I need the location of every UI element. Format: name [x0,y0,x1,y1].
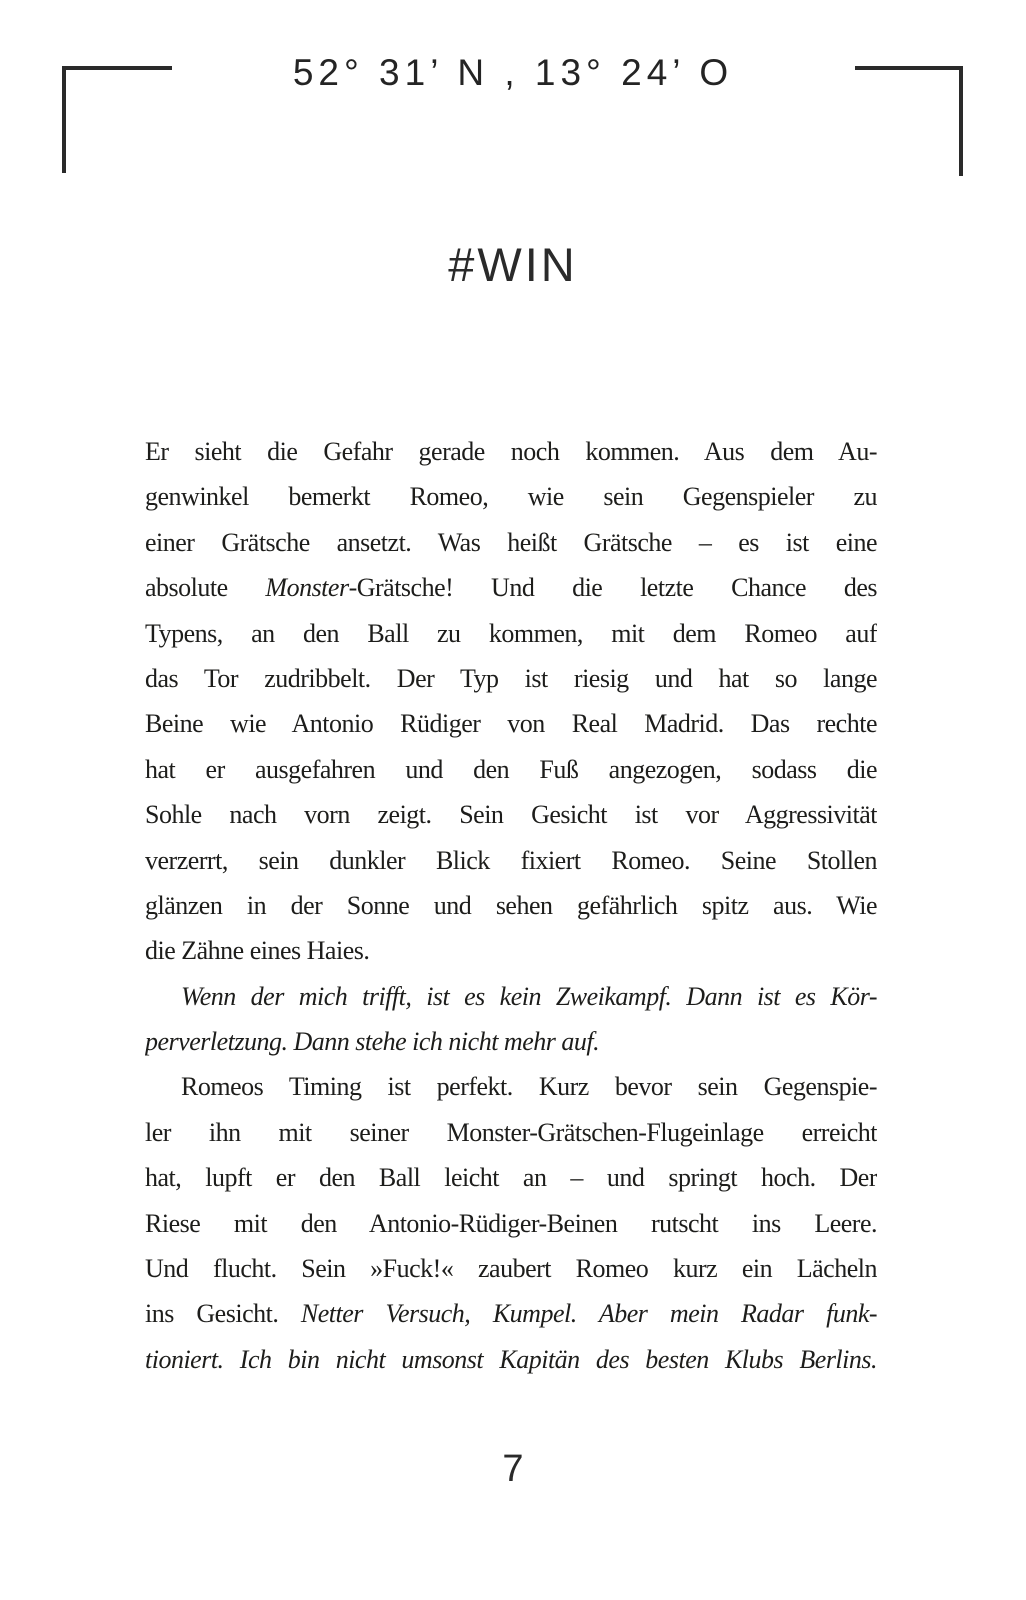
text-line [145,429,877,474]
text-line [145,1246,877,1291]
text-segment-italic: tioniert. Ich bin nicht umsonst Kapitän des besten Klubs Berlins. [145,1344,877,1374]
text-segment: Und flucht. Sein »Fuck!« zaubert Romeo kurz ein Lächeln [145,1254,877,1284]
text-segment-italic: Netter Versuch, Kumpel. Aber mein Radar funk- [300,1299,877,1329]
text-line [145,883,877,928]
page-number: 7 [502,1448,524,1490]
text-line [145,1110,877,1155]
text-line [145,656,877,701]
coordinates-header: 52° 31’ N , 13° 24’ O [292,52,734,93]
text-line [145,747,877,792]
text-segment: -Grätsche! Und die letzte Chance des [348,573,877,603]
text-segment: Er sieht die Gefahr gerade noch kommen. Aus dem Au- [145,437,877,466]
text-line [145,474,877,519]
text-line [145,1201,877,1246]
text-segment: verzerrt, sein dunkler Blick fixiert Romeo. Seine Stollen [145,845,877,875]
text-segment: ins Gesicht. [145,1299,301,1329]
text-segment: das Tor zudribbelt. Der Typ ist riesig und hat so lange [145,663,877,693]
text-line [145,611,877,656]
text-line [145,974,877,1019]
text-segment: glänzen in der Sonne und sehen gefährlich spitz aus. Wie [145,890,877,920]
text-segment: ler ihn mit seiner Monster-Grätschen-Flugeinlage erreicht [145,1117,877,1147]
text-line [145,1019,877,1064]
text-line [145,1064,877,1109]
text-segment-italic: Wenn der mich trifft, ist es kein Zweikampf. Dann ist es Kör- [181,981,877,1011]
text-segment-italic: Monster [265,573,349,603]
text-segment: Riese mit den Antonio-Rüdiger-Beinen rutscht ins Leere. [145,1208,877,1238]
body-text [145,429,877,1382]
text-segment: Typens, an den Ball zu kommen, mit dem Romeo auf [145,618,877,648]
text-segment: Sohle nach vorn zeigt. Sein Gesicht ist vor Aggressivität [145,800,877,830]
text-segment: absolute [145,573,266,603]
text-segment: die Zähne eines Haies. [145,936,370,966]
text-line [145,928,877,973]
chapter-title: #WIN [448,238,578,291]
text-line [145,701,877,746]
text-segment: hat, lupft er den Ball leicht an – und springt hoch. Der [145,1163,877,1193]
text-line [145,792,877,837]
text-segment: hat er ausgefahren und den Fuß angezogen, sodass die [145,754,877,784]
text-segment-italic: perverletzung. Dann stehe ich nicht mehr auf. [145,1027,600,1057]
text-line [145,838,877,883]
text-segment: Romeos Timing ist perfekt. Kurz bevor sein Gegenspie- [181,1072,877,1102]
text-segment: genwinkel bemerkt Romeo, wie sein Gegenspieler zu [145,482,877,512]
text-line [145,1155,877,1200]
text-line [145,1291,877,1336]
text-line [145,520,877,565]
text-segment: einer Grätsche ansetzt. Was heißt Grätsche – es ist eine [145,527,877,557]
text-line [145,1337,877,1382]
text-line [145,565,877,610]
text-segment: Beine wie Antonio Rüdiger von Real Madrid. Das rechte [145,709,877,739]
